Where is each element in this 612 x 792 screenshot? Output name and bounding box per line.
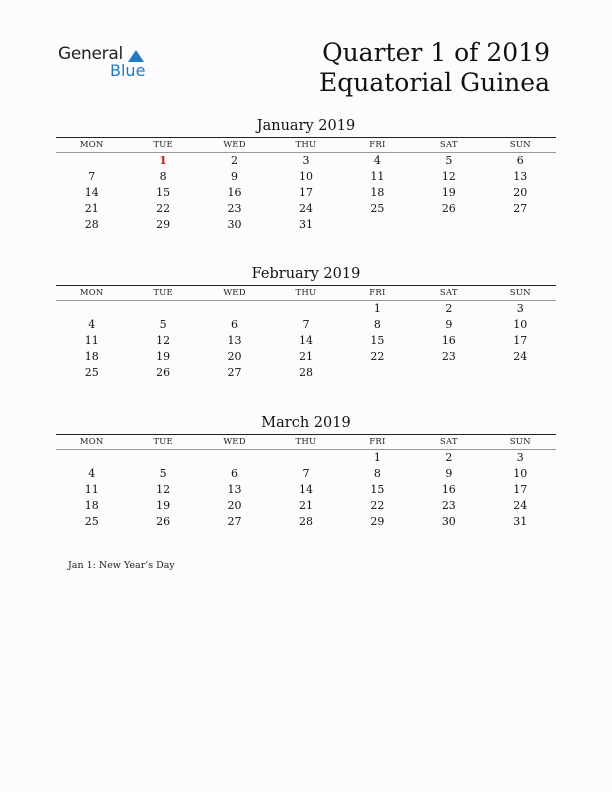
day-cell: 4 <box>88 467 96 480</box>
day-cell: 7 <box>88 170 96 183</box>
day-cell: 22 <box>156 202 171 215</box>
day-cell: 6 <box>231 318 239 331</box>
day-cell: 10 <box>513 318 528 331</box>
day-cell: 12 <box>156 483 171 496</box>
day-cell: 21 <box>298 499 313 512</box>
page-title <box>319 38 550 98</box>
day-cell: 5 <box>159 318 167 331</box>
day-cell: 8 <box>159 170 167 183</box>
quarter-title: Quarter 1 of 2019 <box>322 38 550 67</box>
country-title: Equatorial Guinea <box>318 68 550 97</box>
day-cell: 19 <box>441 186 456 199</box>
empty-day-cell <box>270 450 341 466</box>
day-cell: 25 <box>370 202 385 215</box>
day-cell: 3 <box>302 154 310 167</box>
day-cell: 29 <box>156 218 171 231</box>
empty-day-cell <box>413 365 484 381</box>
day-cell: 13 <box>227 334 242 347</box>
day-cell: 20 <box>227 499 242 512</box>
day-cell: 8 <box>373 467 381 480</box>
day-cell: 11 <box>84 483 99 496</box>
day-cell: 18 <box>84 350 99 363</box>
day-cell: 13 <box>513 170 528 183</box>
holiday-day-cell: 1 <box>159 154 167 167</box>
empty-day-cell <box>342 365 413 381</box>
day-cell: 23 <box>227 202 242 215</box>
weekday-label: SAT <box>439 140 458 150</box>
holiday-note: Jan 1: New Year’s Day <box>68 560 175 571</box>
weekday-label: THU <box>295 288 317 298</box>
logo-triangle-icon <box>126 46 144 62</box>
empty-day-cell <box>485 217 556 233</box>
day-cell: 10 <box>298 170 313 183</box>
day-cell: 8 <box>373 318 381 331</box>
day-cell: 15 <box>156 186 171 199</box>
empty-day-cell <box>127 301 198 317</box>
day-cell: 18 <box>84 499 99 512</box>
day-cell: 2 <box>445 451 453 464</box>
day-cell: 23 <box>441 350 456 363</box>
day-cell: 19 <box>156 350 171 363</box>
day-cell: 26 <box>441 202 456 215</box>
month-march <box>56 414 556 530</box>
day-cell: 31 <box>513 515 528 528</box>
day-cell: 27 <box>513 202 528 215</box>
day-cell: 16 <box>441 483 456 496</box>
day-cell: 28 <box>298 366 313 379</box>
day-cell: 11 <box>84 334 99 347</box>
empty-day-cell <box>270 301 341 317</box>
day-cell: 23 <box>441 499 456 512</box>
day-cell: 6 <box>516 154 524 167</box>
day-cell: 20 <box>227 350 242 363</box>
day-cell: 16 <box>227 186 242 199</box>
weekday-label: TUE <box>153 437 173 447</box>
day-cell: 27 <box>227 366 242 379</box>
empty-day-cell <box>56 153 127 169</box>
weekday-label: WED <box>223 140 246 150</box>
empty-day-cell <box>127 450 198 466</box>
day-cell: 29 <box>370 515 385 528</box>
day-cell: 22 <box>370 499 385 512</box>
weekday-label: MON <box>79 288 104 298</box>
day-cell: 21 <box>298 350 313 363</box>
day-cell: 9 <box>231 170 239 183</box>
day-cell: 12 <box>441 170 456 183</box>
day-cell: 15 <box>370 483 385 496</box>
day-cell: 2 <box>231 154 239 167</box>
day-cell: 6 <box>231 467 239 480</box>
day-cell: 3 <box>516 302 524 315</box>
month-title: February 2019 <box>251 266 361 282</box>
day-cell: 31 <box>298 218 313 231</box>
day-cell: 30 <box>441 515 456 528</box>
day-cell: 1 <box>373 302 381 315</box>
day-grid <box>56 153 556 233</box>
day-cell: 14 <box>298 483 313 496</box>
day-cell: 15 <box>370 334 385 347</box>
day-cell: 7 <box>302 467 310 480</box>
day-cell: 27 <box>227 515 242 528</box>
empty-day-cell <box>413 217 484 233</box>
logo-text-general: General <box>58 44 123 64</box>
day-cell: 25 <box>84 515 99 528</box>
holiday-notes <box>68 560 175 571</box>
day-cell: 9 <box>445 467 453 480</box>
weekday-header <box>56 286 556 300</box>
month-title: March 2019 <box>261 415 351 431</box>
weekday-header <box>56 435 556 449</box>
day-cell: 30 <box>227 218 242 231</box>
month-title: January 2019 <box>256 118 356 134</box>
day-cell: 26 <box>156 366 171 379</box>
day-cell: 18 <box>370 186 385 199</box>
weekday-label: TUE <box>153 140 173 150</box>
weekday-label: WED <box>223 437 246 447</box>
day-cell: 21 <box>84 202 99 215</box>
weekday-label: MON <box>79 437 104 447</box>
day-cell: 17 <box>298 186 313 199</box>
month-february <box>56 265 556 381</box>
weekday-label: SAT <box>439 288 458 298</box>
day-grid <box>56 450 556 530</box>
day-cell: 14 <box>84 186 99 199</box>
day-cell: 12 <box>156 334 171 347</box>
day-cell: 26 <box>156 515 171 528</box>
weekday-label: MON <box>79 140 104 150</box>
empty-day-cell <box>199 450 270 466</box>
weekday-header <box>56 138 556 152</box>
logo-text-blue: Blue <box>110 61 146 80</box>
day-cell: 5 <box>159 467 167 480</box>
day-grid <box>56 301 556 381</box>
weekday-label: FRI <box>369 437 386 447</box>
weekday-label: WED <box>223 288 246 298</box>
weekday-label: SAT <box>439 437 458 447</box>
weekday-label: FRI <box>369 288 386 298</box>
day-cell: 7 <box>302 318 310 331</box>
weekday-label: THU <box>295 437 317 447</box>
day-cell: 4 <box>373 154 381 167</box>
day-cell: 4 <box>88 318 96 331</box>
day-cell: 28 <box>298 515 313 528</box>
day-cell: 10 <box>513 467 528 480</box>
day-cell: 25 <box>84 366 99 379</box>
weekday-label: SUN <box>509 140 531 150</box>
empty-day-cell <box>342 217 413 233</box>
weekday-label: TUE <box>153 288 173 298</box>
day-cell: 24 <box>513 499 528 512</box>
empty-day-cell <box>199 301 270 317</box>
day-cell: 16 <box>441 334 456 347</box>
day-cell: 1 <box>373 451 381 464</box>
day-cell: 24 <box>513 350 528 363</box>
empty-day-cell <box>485 365 556 381</box>
weekday-label: SUN <box>509 437 531 447</box>
weekday-label: FRI <box>369 140 386 150</box>
day-cell: 3 <box>516 451 524 464</box>
day-cell: 24 <box>298 202 313 215</box>
day-cell: 9 <box>445 318 453 331</box>
weekday-label: THU <box>295 140 317 150</box>
empty-day-cell <box>56 301 127 317</box>
generalblue-logo <box>58 44 158 84</box>
day-cell: 14 <box>298 334 313 347</box>
day-cell: 20 <box>513 186 528 199</box>
day-cell: 11 <box>370 170 385 183</box>
day-cell: 17 <box>513 483 528 496</box>
day-cell: 2 <box>445 302 453 315</box>
empty-day-cell <box>56 450 127 466</box>
day-cell: 13 <box>227 483 242 496</box>
weekday-label: SUN <box>509 288 531 298</box>
day-cell: 22 <box>370 350 385 363</box>
day-cell: 19 <box>156 499 171 512</box>
day-cell: 5 <box>445 154 453 167</box>
day-cell: 17 <box>513 334 528 347</box>
month-january <box>56 117 556 233</box>
day-cell: 28 <box>84 218 99 231</box>
